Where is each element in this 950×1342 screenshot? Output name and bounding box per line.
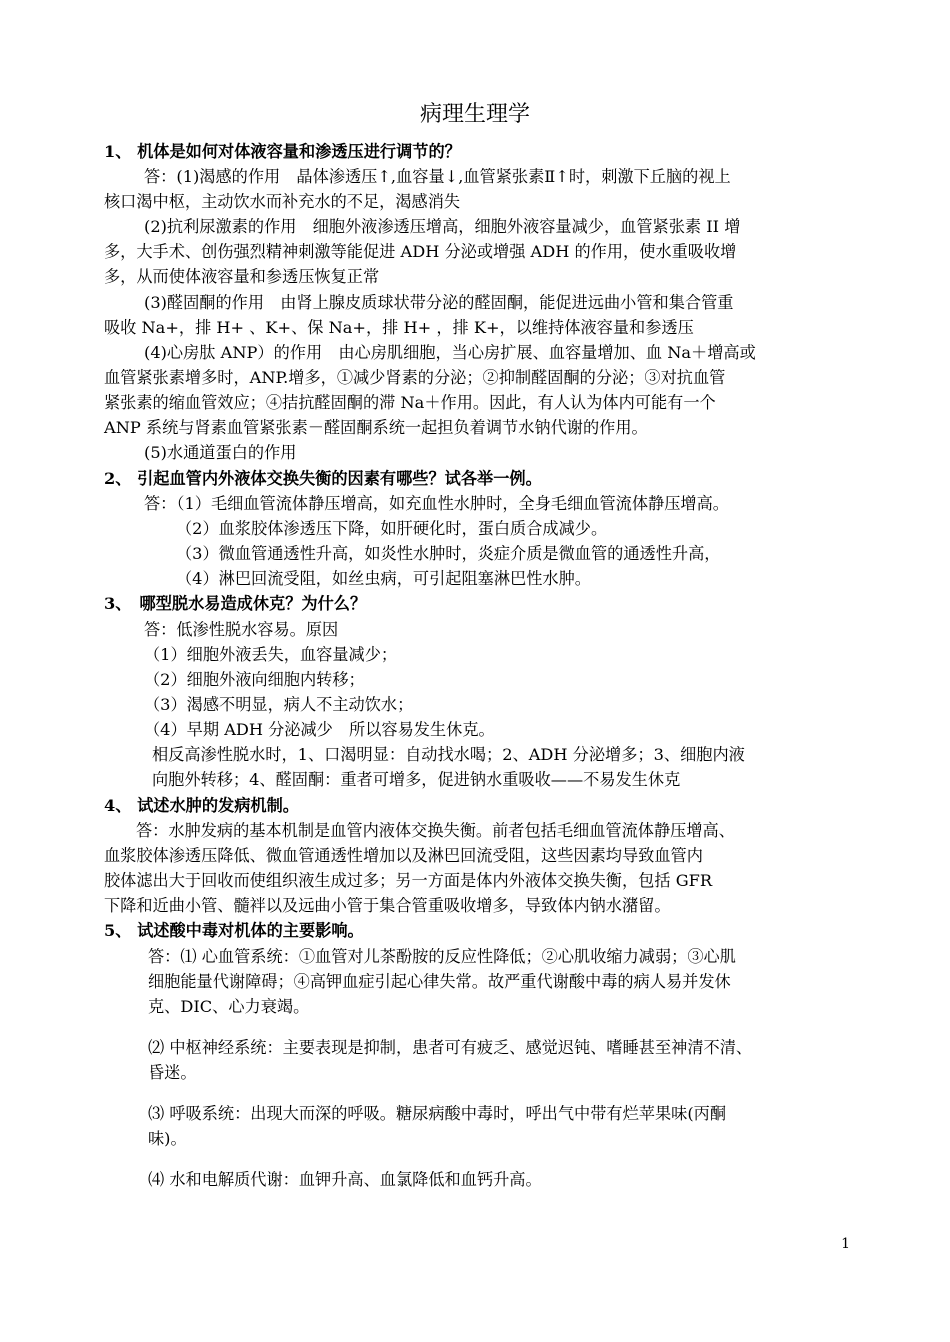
text-line: 血管紧张素增多时，ANP.增多，①减少肾素的分泌；②抑制醛固酮的分泌；③对抗血管 xyxy=(104,368,726,387)
page-title: 病理生理学 xyxy=(419,102,530,127)
text-line: 克、DIC、心力衰竭。 xyxy=(148,997,310,1016)
question-heading: 3、 哪型脱水易造成休克？为什么？ xyxy=(104,594,367,613)
text-line: （3）渴感不明显，病人不主动饮水； xyxy=(144,695,414,714)
question-heading: 4、 试述水肿的发病机制。 xyxy=(104,796,299,815)
text-line: (4)心房肽 ANP）的作用 由心房肌细胞，当心房扩展、血容量增加、血 Na＋增高或 xyxy=(144,343,756,362)
text-line: 答：（1）毛细血管流体静压增高，如充血性水肿时，全身毛细血管流体静压增高。 xyxy=(144,494,729,513)
text-line: 相反高渗性脱水时，1、口渴明显：自动找水喝；2、ADH 分泌增多；3、细胞内液 xyxy=(152,745,745,764)
text-line: 下降和近曲小管、髓袢以及远曲小管于集合管重吸收增多，导致体内钠水潴留。 xyxy=(104,896,671,915)
text-line: ⑵ 中枢神经系统：主要表现是抑制，患者可有疲乏、感觉迟钝、嗜睡甚至神清不清、 xyxy=(148,1038,753,1057)
text-line: 味)。 xyxy=(148,1129,187,1148)
question-heading: 2、 引起血管内外液体交换失衡的因素有哪些？试各举一例。 xyxy=(104,469,542,488)
text-line: 答：低渗性脱水容易。原因 xyxy=(144,620,339,639)
text-line: 核口渴中枢，主动饮水而补充水的不足，渴感消失 xyxy=(104,192,461,211)
text-line: ⑷ 水和电解质代谢：血钾升高、血氯降低和血钙升高。 xyxy=(148,1170,542,1189)
text-line: 答：⑴ 心血管系统：①血管对儿茶酚胺的反应性降低；②心肌收缩力减弱；③心肌 xyxy=(148,947,736,966)
question-heading: 5、 试述酸中毒对机体的主要影响。 xyxy=(104,921,364,940)
text-line: （2）细胞外液向细胞内转移； xyxy=(144,670,365,689)
text-line: 向胞外转移；4、醛固酮：重者可增多，促进钠水重吸收——不易发生休克 xyxy=(152,770,681,789)
text-line: 答：水肿发病的基本机制是血管内液体交换失衡。前者包括毛细血管流体静压增高、 xyxy=(136,821,735,840)
text-line: 昏迷。 xyxy=(148,1063,197,1082)
text-line: 多，从而使体液容量和参透压恢复正常 xyxy=(104,267,380,286)
text-line: （1）细胞外液丢失，血容量减少； xyxy=(144,645,398,664)
text-line: 血浆胶体渗透压降低、微血管通透性增加以及淋巴回流受阻，这些因素均导致血管内 xyxy=(104,846,703,865)
text-line: 多，大手术、创伤强烈精神刺激等能促进 ADH 分泌或增强 ADH 的作用，使水重吸收增 xyxy=(104,242,737,261)
text-line: （2）血浆胶体渗透压下降，如肝硬化时，蛋白质合成减少。 xyxy=(176,519,608,538)
text-line: （4）淋巴回流受阻，如丝虫病，可引起阻塞淋巴性水肿。 xyxy=(176,569,591,588)
text-line: （3）微血管通透性升高，如炎性水肿时，炎症介质是微血管的通透性升高， xyxy=(176,544,721,563)
text-line: ⑶ 呼吸系统：出现大而深的呼吸。糖尿病酸中毒时，呼出气中带有烂苹果味(丙酮 xyxy=(148,1104,727,1123)
text-line: 紧张素的缩血管效应；④拮抗醛固酮的滞 Na＋作用。因此，有人认为体内可能有一个 xyxy=(104,393,716,412)
text-line: (5)水通道蛋白的作用 xyxy=(144,443,297,462)
text-line: 细胞能量代谢障碍；④高钾血症引起心律失常。故严重代谢酸中毒的病人易并发休 xyxy=(148,972,731,991)
text-line: 答：(1)渴感的作用 晶体渗透压↑,血容量↓,血管紧张素Ⅱ↑时，刺激下丘脑的视上 xyxy=(144,167,731,186)
text-line: 吸收 Na+，排 H+ 、K+、保 Na+，排 H+ ，排 K+，以维持体液容量和参透压 xyxy=(104,318,694,337)
text-line: (3)醛固酮的作用 由肾上腺皮质球状带分泌的醛固酮，能促进远曲小管和集合管重 xyxy=(144,293,734,312)
text-line: （4）早期 ADH 分泌减少 所以容易发生休克。 xyxy=(144,720,495,739)
page-number: 1 xyxy=(841,1236,850,1252)
text-line: 胶体滤出大于回收而使组织液生成过多；另一方面是体内外液体交换失衡，包括 GFR xyxy=(104,871,713,890)
text-line: ANP 系统与肾素血管紧张素－醛固酮系统一起担负着调节水钠代谢的作用。 xyxy=(104,418,648,437)
text-line: (2)抗利尿激素的作用 细胞外液渗透压增高，细胞外液容量减少，血管紧张素 II 增 xyxy=(144,217,741,236)
question-heading: 1、 机体是如何对体液容量和渗透压进行调节的？ xyxy=(104,142,461,161)
